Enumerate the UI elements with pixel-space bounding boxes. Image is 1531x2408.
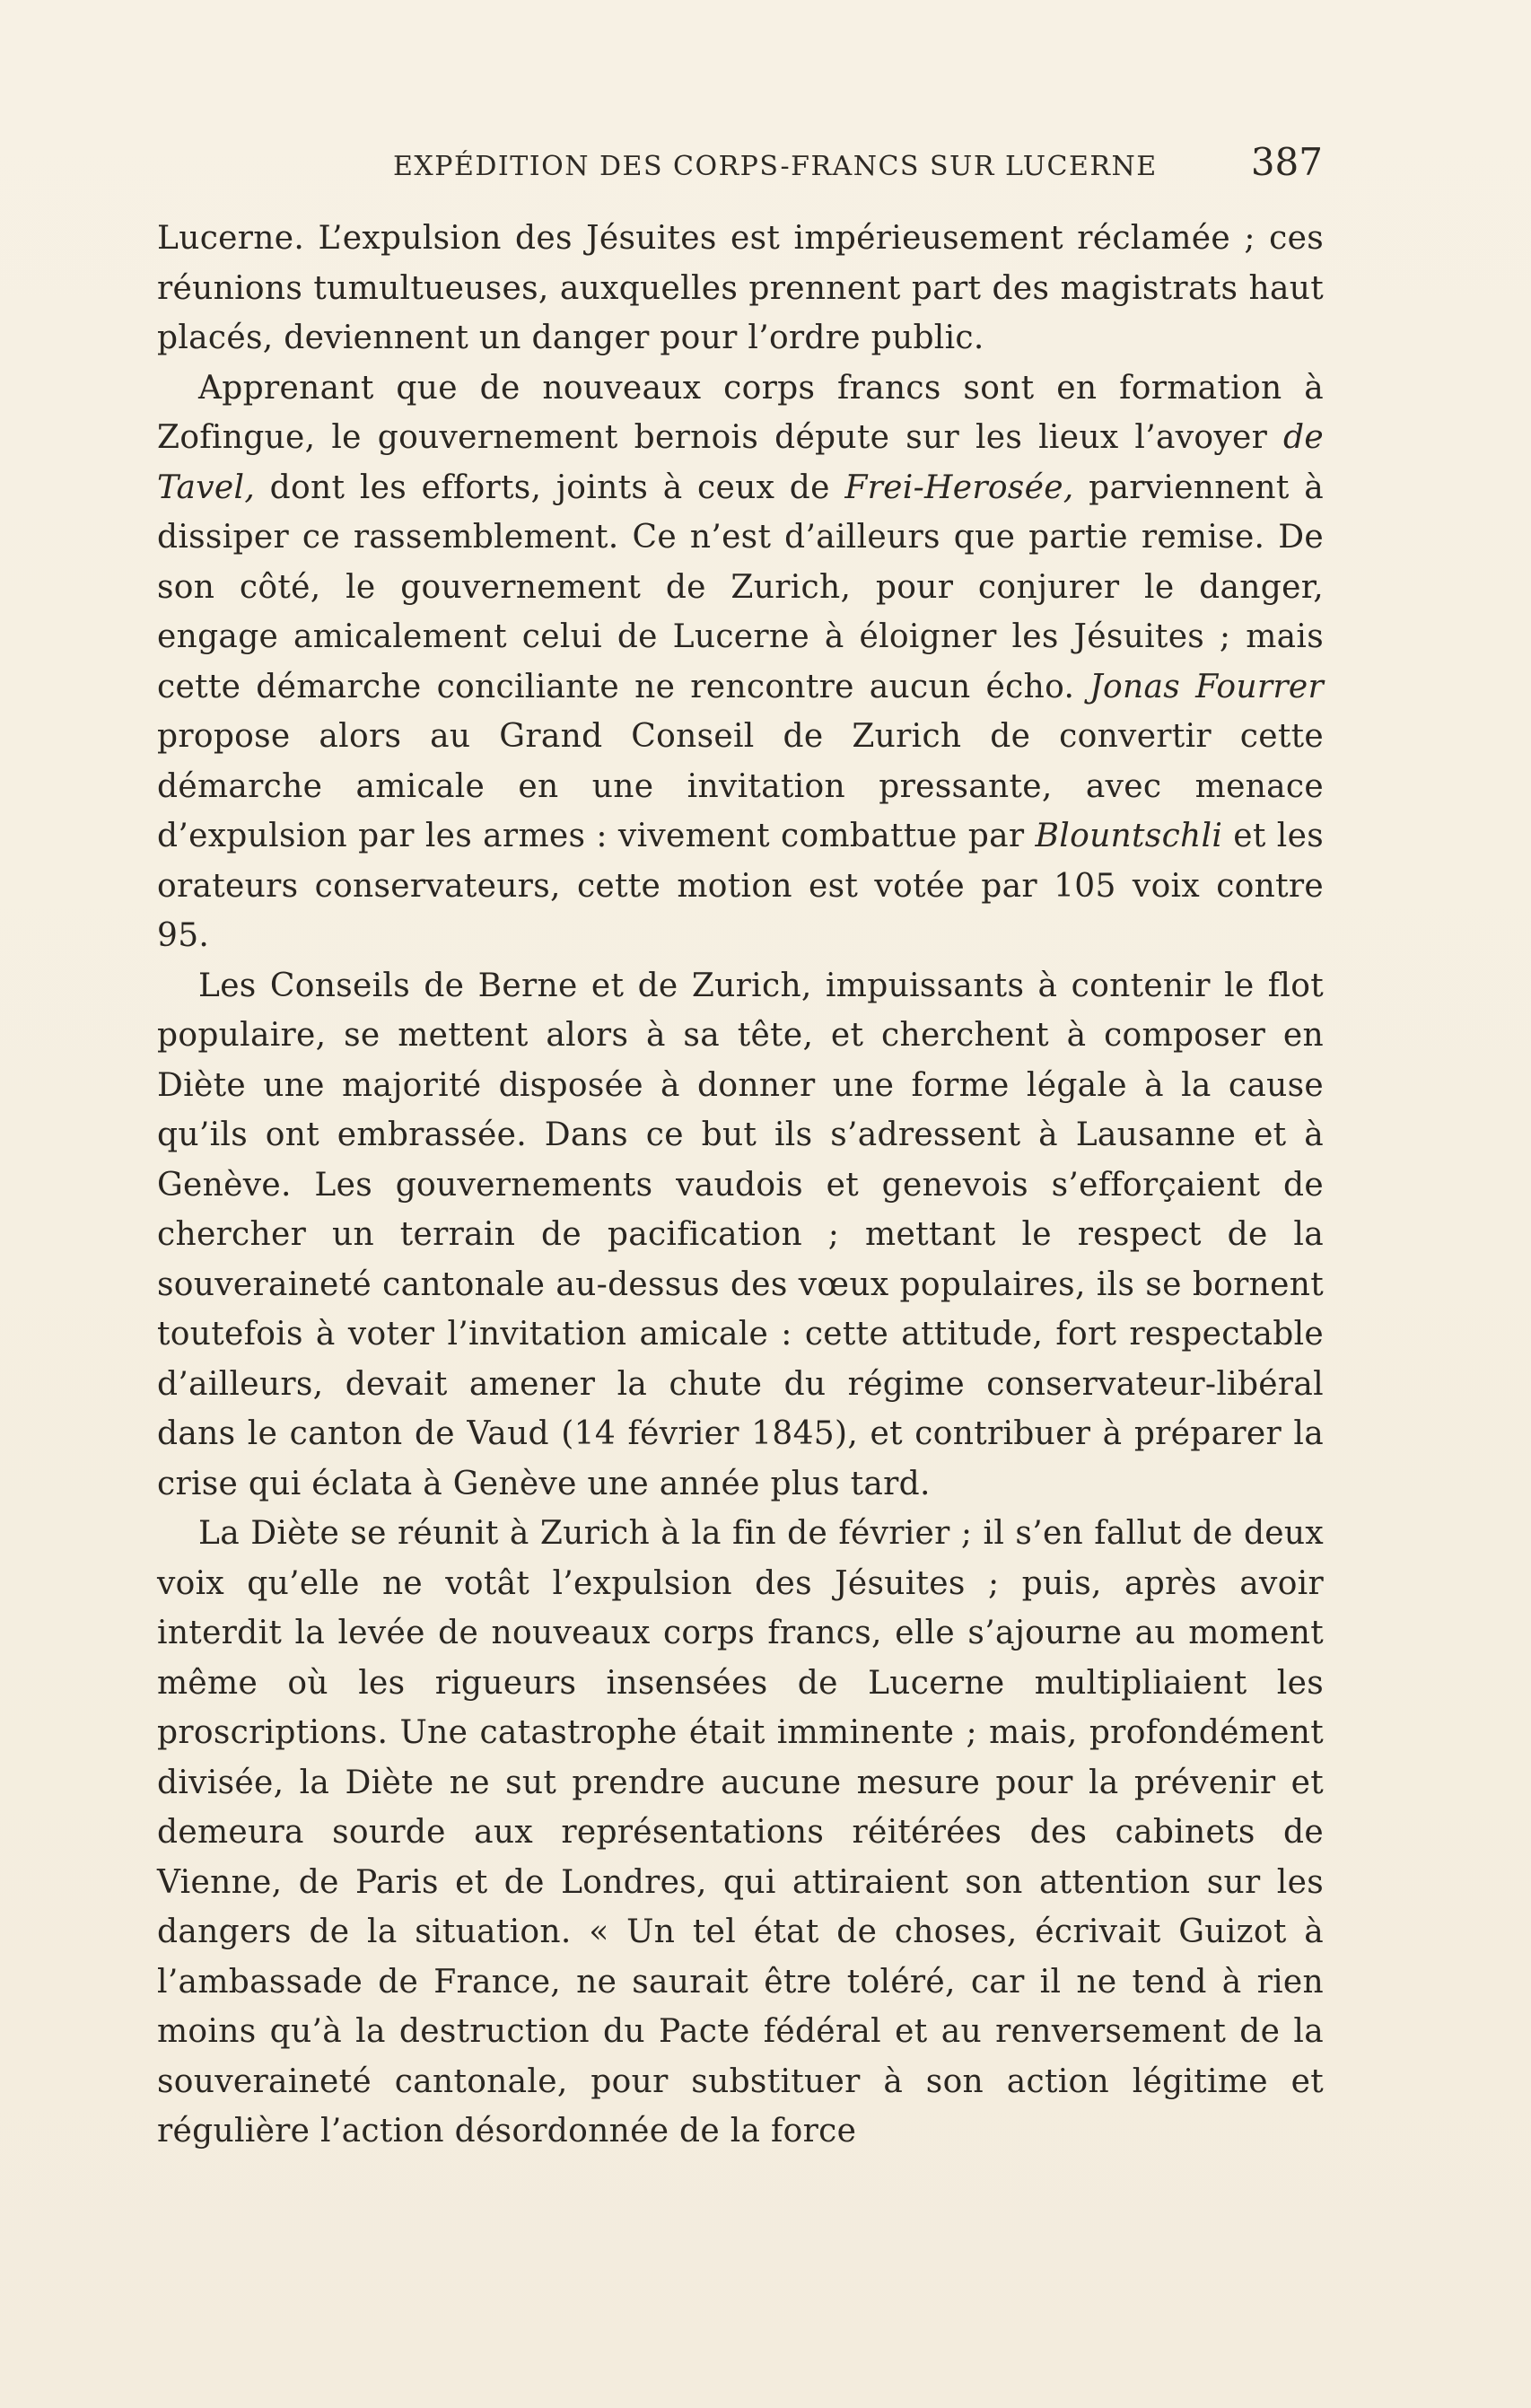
running-title: EXPÉDITION DES CORPS-FRANCS SUR LUCERNE (393, 151, 1158, 182)
paragraph-1 (157, 214, 1324, 363)
person-name-de-tavel: de Tavel, (157, 419, 1324, 506)
text-segment: Apprenant que de nouveaux corps francs sont en formation à Zofingue, le gouvernement bernois députe sur les lieux l’avoyer (157, 369, 1324, 456)
body-text (157, 214, 1324, 2157)
paragraph-3 (157, 961, 1324, 1510)
text-segment: Lucerne. L’expulsion des Jésuites est impérieusement réclamée ; ces réunions tumultueuses, auxquelles prennent part des magistrats haut placés, deviennent un danger pour l’ordre public. (157, 220, 1324, 356)
text-segment: et les orateurs conservateurs, cette motion est votée par 105 voix contre 95. (157, 818, 1324, 954)
text-segment: propose alors au Grand Conseil de Zurich de convertir cette démarche amicale en une invitation pressante, avec menace d’expulsion par les armes : vivement combattue par (157, 718, 1324, 854)
page-header (158, 140, 1323, 192)
text-segment: La Diète se réunit à Zurich à la fin de février ; il s’en fallut de deux voix qu’elle ne votât l’expulsion des Jésuites ; puis, après avoir interdit la levée de nouveaux corps francs, elle s’ajourne au moment même où les rigueurs insensées de Lucerne multipliaient les proscriptions. Une catastrophe était imminente ; mais, profondément divisée, la Diète ne sut prendre aucune mesure pour la prévenir et demeura sourde aux représentations réitérées des cabinets de Vienne, de Paris et de Londres, qui attiraient son attention sur les dangers de la situation. « Un tel état de choses, écrivait Guizot à l’ambassade de France, ne saurait être toléré, car il ne tend à rien moins qu’à la destruction du Pacte fédéral et au renversement de la souveraineté cantonale, pour substituer à son action légitime et régulière l’action désordonnée de la force (157, 1515, 1324, 2150)
text-segment: Les Conseils de Berne et de Zurich, impuissants à contenir le flot populaire, se mettent alors à sa tête, et cherchent à composer en Diète une majorité disposée à donner une forme légale à la cause qu’ils ont embrassée. Dans ce but ils s’adressent à Lausanne et à Genève. Les gouvernements vaudois et genevois s’efforçaient de chercher un terrain de pacification ; mettant le respect de la souveraineté cantonale au-dessus des vœux populaires, ils se bornent toutefois à voter l’invitation amicale : cette attitude, fort respectable d’ailleurs, devait amener la chute du régime conservateur-libéral dans le canton de Vaud (14 février 1845), et contribuer à préparer la crise qui éclata à Genève une année plus tard. (157, 967, 1324, 1502)
text-segment: dont les efforts, joints à ceux de (255, 468, 845, 506)
paragraph-4 (157, 1509, 1324, 2157)
page-number: 387 (1250, 140, 1323, 184)
text-segment: parviennent à dissiper ce rassemblement. Ce n’est d’ailleurs que partie remise. De son côté, le gouvernement de Zurich, pour conjurer le danger, engage amicalement celui de Lucerne à éloigner les Jésuites ; mais cette démarche conciliante ne rencontre aucun écho. (157, 468, 1324, 705)
person-name-blountschli: Blountschli (1035, 818, 1223, 854)
person-name-jonas-fourrer: Jonas Fourrer (1089, 668, 1324, 705)
person-name-frei-herosee: Frei-Herosée, (844, 468, 1074, 506)
paragraph-2 (157, 363, 1324, 961)
